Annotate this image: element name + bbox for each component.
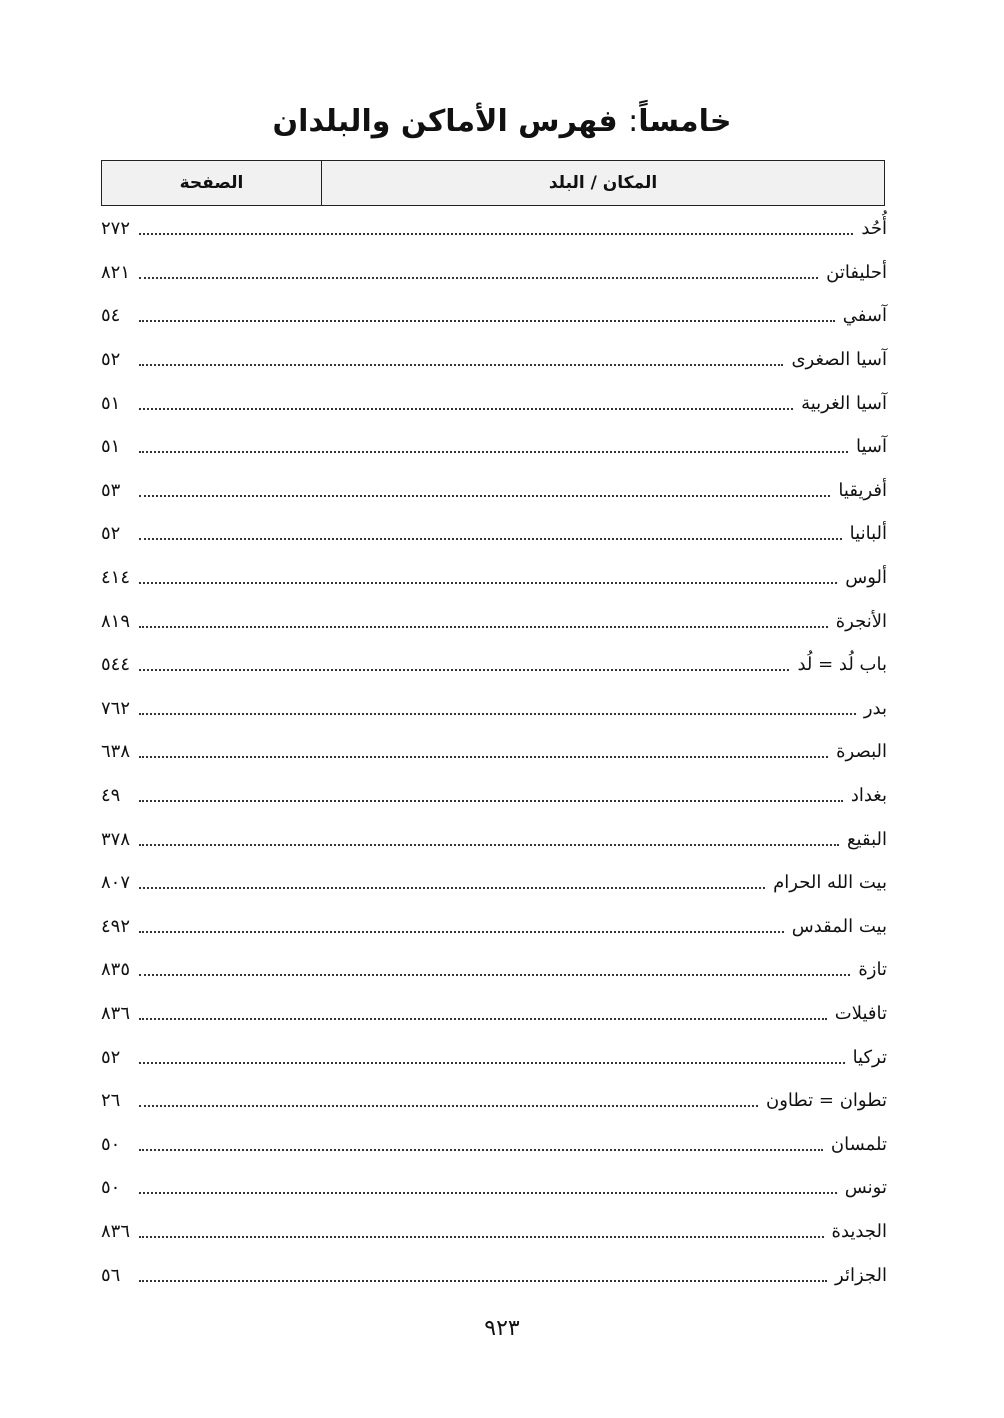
entry-place-name: بدر xyxy=(863,697,887,719)
entry-place-name: أُحُد xyxy=(861,218,887,240)
entry-page-number: ٦٣٨ xyxy=(101,741,131,763)
index-entries-list xyxy=(101,207,887,1297)
index-entry xyxy=(101,948,887,992)
entry-place-name: الجديدة xyxy=(831,1220,887,1242)
dot-leader xyxy=(139,1061,845,1064)
entry-page-number: ٤٩ xyxy=(101,785,121,807)
entry-page-number: ٥٣ xyxy=(101,479,121,501)
index-entry xyxy=(101,1122,887,1166)
entry-page-number: ٥٤ xyxy=(101,305,121,327)
entry-page-number: ٥١ xyxy=(101,436,121,458)
entry-page-number: ٨١٩ xyxy=(101,610,131,632)
entry-place-name: بيت الله الحرام xyxy=(773,872,887,894)
index-table-header xyxy=(101,160,885,206)
column-header-place: المكان / البلد xyxy=(321,161,884,205)
entry-place-name: آسيا الصغرى xyxy=(791,349,887,371)
index-entry xyxy=(101,469,887,513)
entry-page-number: ٤٩٢ xyxy=(101,915,131,937)
dot-leader xyxy=(139,450,848,453)
dot-leader xyxy=(139,799,843,802)
dot-leader xyxy=(139,1191,837,1194)
entry-page-number: ٥٠ xyxy=(101,1133,121,1155)
index-entry xyxy=(101,1166,887,1210)
entry-page-number: ٤١٤ xyxy=(101,567,131,589)
dot-leader xyxy=(139,1017,827,1020)
entry-place-name: أفريقيا xyxy=(838,479,887,501)
entry-place-name: البقيع xyxy=(846,828,887,850)
entry-page-number: ٨٣٥ xyxy=(101,959,131,981)
dot-leader xyxy=(139,930,784,933)
page-number: ٩٢٣ xyxy=(484,1316,520,1341)
entry-place-name: الجزائر xyxy=(835,1264,887,1286)
index-entry xyxy=(101,774,887,818)
index-entry xyxy=(101,1035,887,1079)
dot-leader xyxy=(139,1279,827,1282)
entry-page-number: ٥٦ xyxy=(101,1264,121,1286)
entry-place-name: تونس xyxy=(844,1177,887,1199)
entry-page-number: ٣٧٨ xyxy=(101,828,131,850)
dot-leader xyxy=(139,668,789,671)
entry-place-name: البصرة xyxy=(836,741,887,763)
page-title xyxy=(0,96,1004,148)
title-text: فهرس الأماكن والبلدان xyxy=(272,104,618,139)
entry-place-name: تركيا xyxy=(852,1046,887,1068)
entry-place-name: تلمسان xyxy=(830,1133,887,1155)
index-entry xyxy=(101,294,887,338)
entry-place-name: تافيلات xyxy=(834,1002,887,1024)
column-header-page: الصفحة xyxy=(179,173,244,193)
dot-leader xyxy=(139,319,835,322)
dot-leader xyxy=(139,363,783,366)
entry-place-name: أحليفاتن xyxy=(826,261,887,283)
entry-place-name: آسفي xyxy=(842,305,887,327)
entry-page-number: ٧٦٢ xyxy=(101,697,131,719)
entry-place-name: تطوان = تطاون xyxy=(766,1090,887,1112)
dot-leader xyxy=(139,843,839,846)
entry-place-name: آسيا xyxy=(856,436,887,458)
dot-leader xyxy=(139,407,793,410)
dot-leader xyxy=(139,537,842,540)
entry-place-name: ألوس xyxy=(845,567,887,589)
entry-page-number: ٥١ xyxy=(101,392,121,414)
index-entry xyxy=(101,817,887,861)
entry-place-name: تازة xyxy=(858,959,887,981)
entry-place-name: آسيا الغربية xyxy=(801,392,887,414)
dot-leader xyxy=(139,581,837,584)
dot-leader xyxy=(139,276,818,279)
index-entry xyxy=(101,338,887,382)
index-entry xyxy=(101,643,887,687)
entry-page-number: ٥٤٤ xyxy=(101,654,131,676)
entry-page-number: ٥٢ xyxy=(101,349,121,371)
entry-place-name: بغداد xyxy=(850,785,887,807)
entry-page-number: ٨٣٦ xyxy=(101,1220,131,1242)
dot-leader xyxy=(139,886,765,889)
index-entry xyxy=(101,556,887,600)
dot-leader xyxy=(139,1104,758,1107)
index-entry xyxy=(101,1210,887,1254)
entry-place-name: ألبانيا xyxy=(849,523,887,545)
dot-leader xyxy=(139,755,828,758)
entry-page-number: ٨٣٦ xyxy=(101,1002,131,1024)
index-entry xyxy=(101,599,887,643)
entry-page-number: ٨٠٧ xyxy=(101,872,131,894)
index-entry xyxy=(101,687,887,731)
entry-page-number: ٥٢ xyxy=(101,1046,121,1068)
dot-leader xyxy=(139,494,830,497)
index-entry xyxy=(101,992,887,1036)
entry-place-name: بيت المقدس xyxy=(791,915,887,937)
index-entry xyxy=(101,207,887,251)
title-separator: : xyxy=(628,104,639,139)
index-entry xyxy=(101,425,887,469)
dot-leader xyxy=(139,625,828,628)
dot-leader xyxy=(139,1148,823,1151)
entry-page-number: ٥٠ xyxy=(101,1177,121,1199)
index-entry xyxy=(101,1253,887,1297)
index-entry xyxy=(101,512,887,556)
index-entry xyxy=(101,730,887,774)
dot-leader xyxy=(139,232,853,235)
index-entry xyxy=(101,251,887,295)
entry-page-number: ٥٢ xyxy=(101,523,121,545)
entry-place-name: باب لُد = لُد xyxy=(797,654,887,676)
index-entry xyxy=(101,861,887,905)
dot-leader xyxy=(139,712,856,715)
entry-page-number: ٢٦ xyxy=(101,1090,121,1112)
index-entry xyxy=(101,905,887,949)
index-entry xyxy=(101,381,887,425)
entry-page-number: ٨٢١ xyxy=(101,261,131,283)
entry-place-name: الأنجرة xyxy=(835,610,887,632)
index-entry xyxy=(101,1079,887,1123)
dot-leader xyxy=(139,1235,824,1238)
entry-page-number: ٢٧٢ xyxy=(101,218,131,240)
dot-leader xyxy=(139,973,850,976)
title-ordinal: خامساً xyxy=(638,104,732,139)
